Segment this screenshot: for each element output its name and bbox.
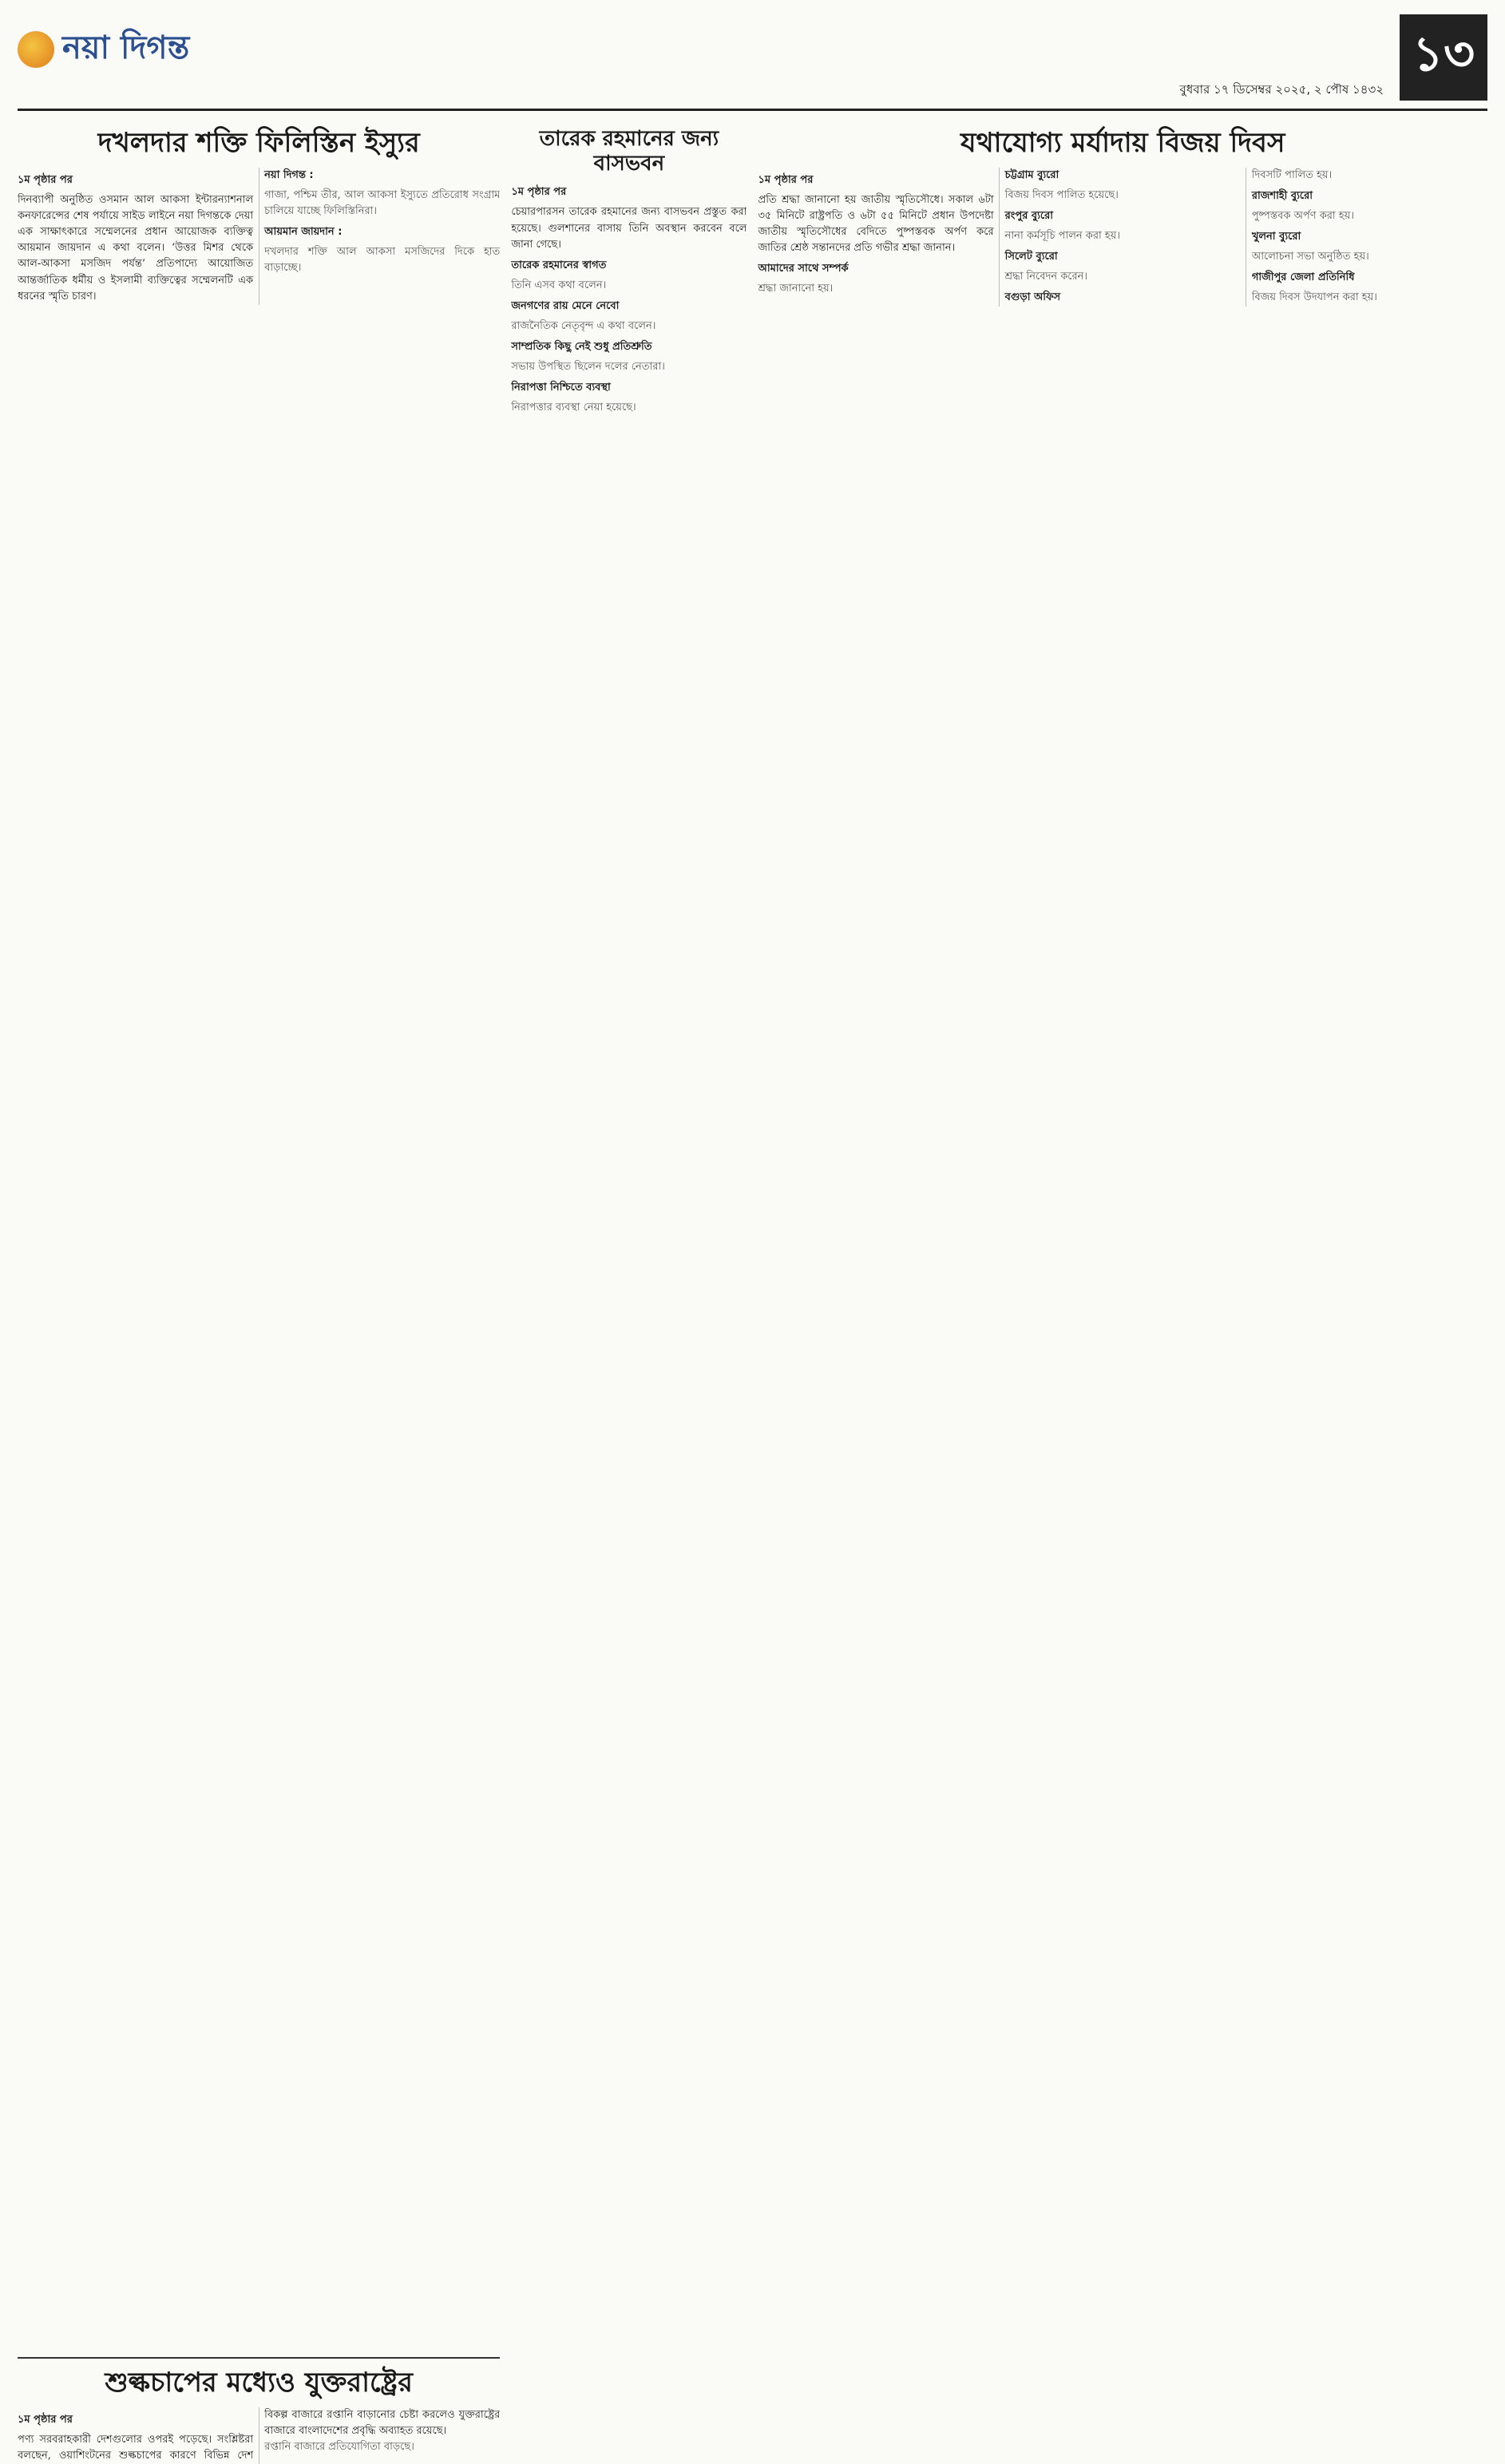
answer-label: আয়মান জায়দান : xyxy=(264,226,343,239)
sub-head: আমাদের সাথে সম্পর্ক xyxy=(758,263,849,275)
article-text: প্রতি শ্রদ্ধা জানানো হয় জাতীয় স্মৃতিসৌধে। সকাল ৬টা ৩৫ মিনিটে রাষ্ট্রপতি ও ৬টা ৫৫ মিনিটে প্রধান উপদেষ্টা জাতীয় স্মৃতিসৌধের বেদিতে পুষ্পস্তবক অর্পণ করে জাতির শ্রেষ্ঠ সন্তানদের প্রতি গভীর শ্রদ্ধা জানান। xyxy=(758,193,994,255)
article-palestine xyxy=(18,122,500,1120)
article-victory-day xyxy=(758,122,1487,2464)
article-text: পণ্য সরবরাহকারী দেশগুলোর ওপরই পড়েছে। সংশ্লিষ্টরা বলছেন, ওয়াশিংটনের শুল্কচাপের কারণে বিভিন্ন দেশ বিকল্প বাজারে রপ্তানি বাড়ানোর চেষ্টা করলেও যুক্তরাষ্ট্রের বাজারে বাংলাদেশের প্রবৃদ্ধি অব্যাহত রয়েছে। xyxy=(18,2408,501,2462)
sub-head: রাজশাহী ব্যুরো xyxy=(1251,189,1313,202)
sub-head: সিলেট ব্যুরো xyxy=(1004,251,1058,263)
article-text: শ্রদ্ধা জানানো হয়। xyxy=(758,283,834,295)
article-grid xyxy=(18,122,1487,2464)
sub-head: খুলনা ব্যুরো xyxy=(1251,231,1301,243)
continued-label: ১ম পৃষ্ঠার পর xyxy=(758,173,814,186)
continued-label: ১ম পৃষ্ঠার পর xyxy=(18,173,73,186)
article-text: দিনব্যাপী অনুষ্ঠিত ওসমান আল আকসা ইন্টারন্যাশনাল কনফারেন্সের শেষ পর্যায়ে সাইড লাইনে নয়া দিগন্তকে দেয়া এক সাক্ষাৎকারে সম্মেলনের প্রধান আয়োজক ব্যক্তিত্ব আয়মান জায়দান এ কথা বলেন। ‘উত্তর মিশর থেকে আল-আকসা মসজিদ পর্যন্ত’ প্রতিপাদ্যে আয়োজিত আন্তর্জাতিক ধর্মীয় ও ইসলামী ব্যক্তিত্বের সম্মেলনটি এক ধরনের স্মৃতি চারণ। xyxy=(18,193,254,303)
continued-label: ১ম পৃষ্ঠার পর xyxy=(18,2413,73,2426)
article-text: পুষ্পস্তবক অর্পণ করা হয়। xyxy=(1251,209,1354,222)
page-number: ১৩ xyxy=(1400,14,1487,101)
article-text: নানা কর্মসূচি পালন করা হয়। xyxy=(1004,229,1121,242)
newspaper-logo xyxy=(18,14,189,76)
sub-head: চট্টগ্রাম ব্যুরো xyxy=(1004,168,1059,181)
article-text: রাজনৈতিক নেতৃবৃন্দ এ কথা বলেন। xyxy=(511,319,656,332)
sub-head: বগুড়া অফিস xyxy=(1004,291,1061,304)
sub-head: নিরাপত্তা নিশ্চিতে ব্যবস্থা xyxy=(511,382,611,394)
logo-text: নয়া দিগন্ত xyxy=(62,30,190,66)
article-headline: দখলদার শক্তি ফিলিস্তিন ইস্যুর xyxy=(97,127,420,159)
article-text: দিবসটি পালিত হয়। xyxy=(1251,168,1333,181)
sub-head: রংপুর ব্যুরো xyxy=(1004,209,1054,222)
article-text: সভায় উপস্থিত ছিলেন দলের নেতারা। xyxy=(511,361,665,374)
sun-logo-icon xyxy=(18,31,54,68)
article-us-tariff xyxy=(18,2349,500,2464)
issue-date: বুধবার ১৭ ডিসেম্বর ২০২৫, ২ পৌষ ১৪৩২ xyxy=(1179,82,1384,97)
masthead xyxy=(18,14,1487,111)
article-text: শ্রদ্ধা নিবেদন করেন। xyxy=(1004,271,1088,283)
continued-label: ১ম পৃষ্ঠার পর xyxy=(511,186,567,199)
article-text: দখলদার শক্তি আল আকসা মসজিদের দিকে হাত বাড়াচ্ছে। xyxy=(264,246,501,275)
sub-head: সাম্প্রতিক কিছু নেই শুধু প্রতিশ্রুতি xyxy=(511,341,652,354)
question-label: নয়া দিগন্ত : xyxy=(264,168,314,181)
article-body xyxy=(18,168,500,305)
sub-head: তারেক রহমানের স্বাগত xyxy=(511,259,607,271)
article-headline: শুল্কচাপের মধ্যেও যুক্তরাষ্ট্রের xyxy=(105,2367,414,2399)
article-body xyxy=(18,2407,500,2464)
article-tarique-residence xyxy=(511,122,747,2349)
article-text: গাজা, পশ্চিম তীর, আল আকসা ইস্যুতে প্রতিরোধ সংগ্রাম চালিয়ে যাচ্ছে ফিলিস্তিনিরা। xyxy=(264,188,501,217)
article-headline: যথাযোগ্য মর্যাদায় বিজয় দিবস xyxy=(960,127,1285,159)
sub-head: গাজীপুর জেলা প্রতিনিধি xyxy=(1251,271,1355,284)
article-text: আলোচনা সভা অনুষ্ঠিত হয়। xyxy=(1251,251,1369,263)
article-body xyxy=(758,168,1487,307)
article-text: রপ্তানি বাজারে প্রতিযোগিতা বাড়ছে। xyxy=(264,2441,414,2454)
article-text: তিনি এসব কথা বলেন। xyxy=(511,279,607,291)
article-text: বিজয় দিবস উদযাপন করা হয়। xyxy=(1251,291,1377,304)
sub-head: জনগণের রায় মেনে নেবো xyxy=(511,299,620,312)
article-headline: তারেক রহমানের জন্য বাসভবন xyxy=(539,127,719,176)
article-text: নিরাপত্তার ব্যবস্থা নেয়া হয়েছে। xyxy=(511,401,636,414)
article-text: চেয়ারপারসন তারেক রহমানের জন্য বাসভবন প্রস্তুত করা হয়েছে। গুলশানের বাসায় তিনি অবস্থান করবেন বলে জানা গেছে। xyxy=(511,206,747,251)
article-text: বিজয় দিবস পালিত হয়েছে। xyxy=(1004,188,1119,201)
section-divider xyxy=(18,2357,500,2359)
